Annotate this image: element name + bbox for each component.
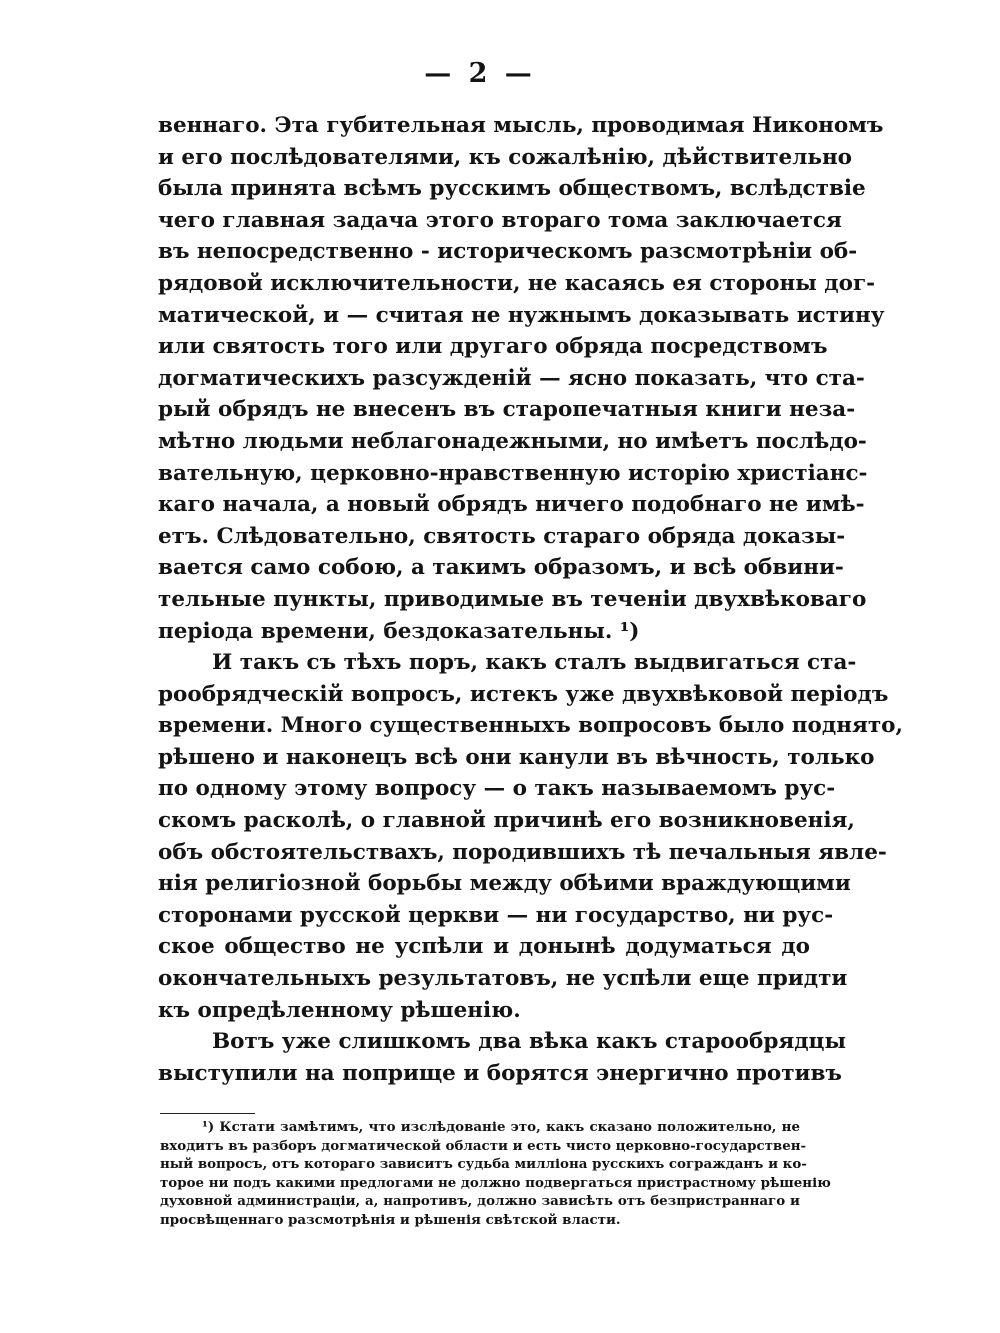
footnote-line: входитъ въ разборъ догматической области и есть чисто церковно-государствен-	[160, 1137, 807, 1154]
text-line: періода времени, бездоказательны. ¹)	[158, 618, 640, 644]
text-line: или святость того или другаго обряда посредствомъ	[158, 334, 828, 360]
text-line: ское общество не успѣли и донынѣ додуматься до	[158, 934, 810, 960]
paragraph-start-line: Вотъ уже слишкомъ два вѣка какъ старообрядцы	[212, 1029, 846, 1055]
text-line: и его послѣдователями, къ сожалѣнію, дѣйствительно	[158, 144, 853, 170]
footnote-line: духовной администраціи, а, напротивъ, должно зависѣть отъ безпристраннаго и	[160, 1193, 800, 1210]
text-line: етъ. Слѣдовательно, святость стараго обряда доказы-	[158, 523, 846, 549]
text-line: времени. Много существенныхъ вопросовъ было поднято,	[158, 713, 903, 739]
footnote-line: просвѣщеннаго разсмотрѣнія и рѣшенія свѣтской власти.	[160, 1211, 621, 1228]
page-number: — 2 —	[424, 58, 536, 89]
text-line: рый обрядъ не внесенъ въ старопечатныя книги неза-	[158, 397, 856, 423]
text-line: чего главная задача этого втораго тома заключается	[158, 207, 842, 233]
text-line: мѣтно людьми неблагонадежными, но имѣетъ послѣдо-	[158, 428, 867, 454]
text-line: по одному этому вопросу — о такъ называемомъ рус-	[158, 776, 836, 802]
text-line: рообрядческій вопросъ, истекъ уже двухвѣковой періодъ	[158, 681, 889, 707]
text-line: матической, и — считая не нужнымъ доказывать истину	[158, 302, 885, 328]
text-line: объ обстоятельствахъ, породившихъ тѣ печальныя явле-	[158, 839, 887, 865]
text-line: нія религіозной борьбы между обѣими враждующими	[158, 871, 851, 897]
text-line: сторонами русской церкви — ни государство, ни рус-	[158, 902, 834, 928]
text-line: рѣшено и наконецъ всѣ они канули въ вѣчность, только	[158, 744, 875, 770]
text-line: вается само собою, а такимъ образомъ, и всѣ обвини-	[158, 555, 844, 581]
text-line: въ непосредственно - историческомъ разсмотрѣніи об-	[158, 239, 858, 265]
footnote-line: ¹) Кстати замѣтимъ, что изслѣдованіе это, какъ сказано положительно, не	[202, 1119, 800, 1135]
text-line: вательную, церковно-нравственную исторію христіанс-	[158, 460, 868, 486]
body-text	[158, 110, 903, 1089]
text-line: догматическихъ разсужденій — ясно показать, что ста-	[158, 365, 865, 391]
footnote-line: ный вопросъ, отъ котораго зависитъ судьба милліона русскихъ согражданъ и ко-	[160, 1156, 807, 1173]
footnote	[160, 1118, 831, 1230]
text-line: была принята всѣмъ русскимъ обществомъ, вслѣдствіе	[158, 176, 866, 202]
text-line: веннаго. Эта губительная мысль, проводимая Никономъ	[158, 113, 884, 138]
text-line: къ опредѣленному рѣшенію.	[158, 997, 521, 1023]
text-line: скомъ расколѣ, о главной причинѣ его возникновенія,	[158, 808, 855, 834]
text-line: каго начала, а новый обрядъ ничего подобнаго не имѣ-	[158, 492, 865, 518]
text-line: выступили на поприще и борятся энергично противъ	[158, 1060, 842, 1086]
text-line: окончательныхъ результатовъ, не успѣли еще придти	[158, 966, 848, 992]
text-line: рядовой исключительности, не касаясь ея стороны дог-	[158, 270, 876, 296]
footnote-divider	[160, 1113, 255, 1114]
paragraph-start-line: И такъ съ тѣхъ поръ, какъ сталъ выдвигаться ста-	[212, 650, 857, 676]
footnote-line: торое ни подъ какими предлогами не должно подвергаться пристрастному рѣшенію	[160, 1174, 831, 1191]
text-line: тельные пункты, приводимые въ теченіи двухвѣковаго	[158, 586, 867, 612]
